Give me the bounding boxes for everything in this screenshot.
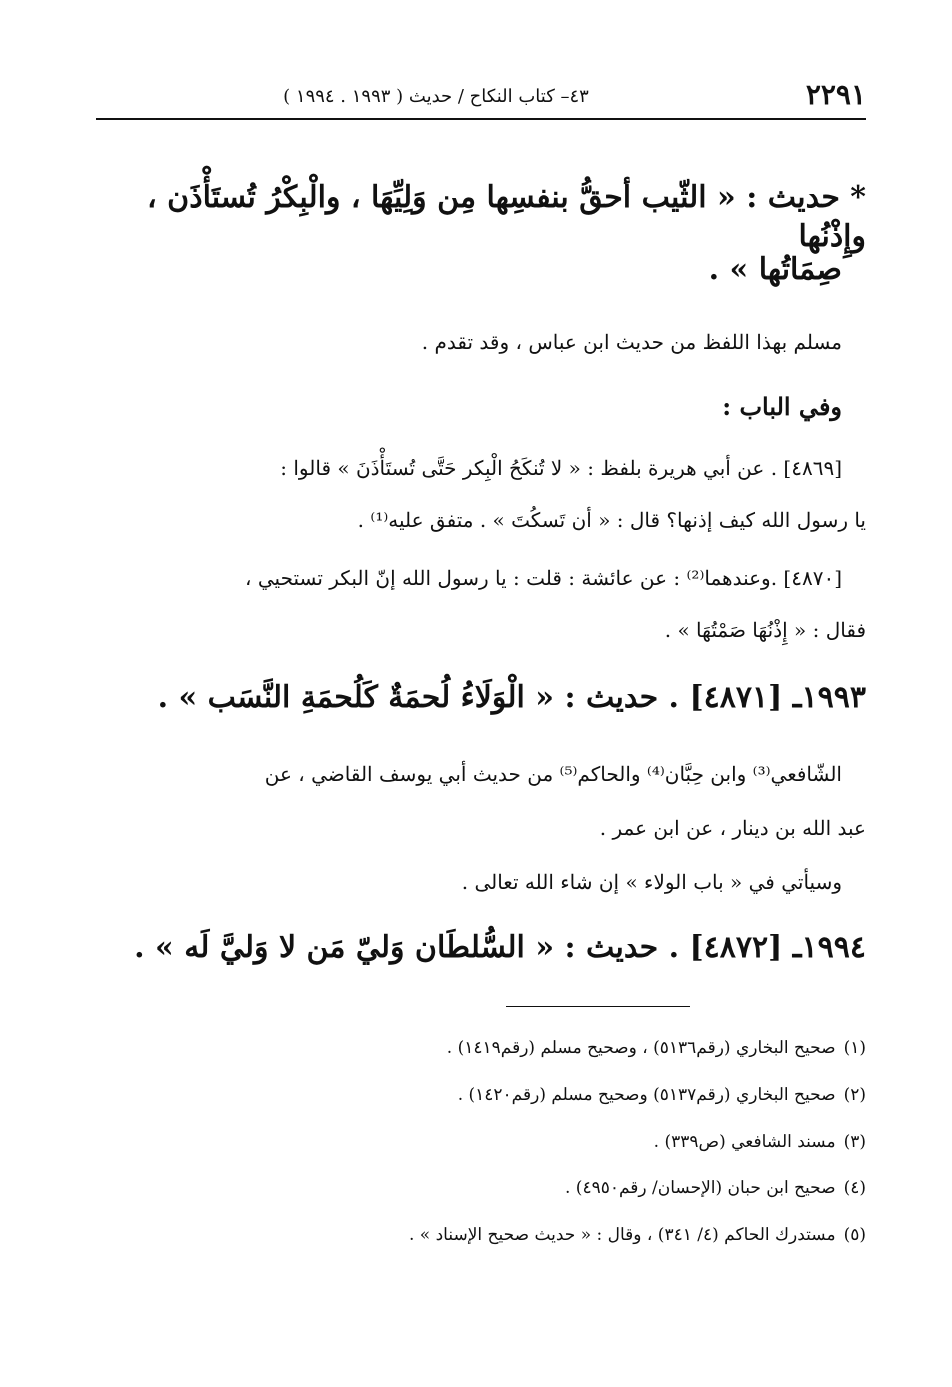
hadith-heading-line-2: صِمَاتُها » . <box>708 252 842 287</box>
footnote-number: (٣) <box>843 1132 866 1152</box>
footnote-number: (٢) <box>843 1085 866 1105</box>
paragraph-1993-line-1: الشّافعي⁽³⁾ وابن حِبَّان⁽⁴⁾ والحاكم⁽⁵⁾ من حديث أبي يوسف القاضي ، عن <box>264 762 842 786</box>
footnote-2 <box>120 1085 866 1105</box>
page-header <box>96 74 866 120</box>
fil-bab-label: وفي الباب : <box>722 392 842 421</box>
hadith-1994-heading: ١٩٩٤ـ [٤٨٧٢] . حديث : « السُّلطَان وَليّ مَن لا وَليَّ لَه » . <box>134 930 866 965</box>
hadith-heading-line-1: * حديث : « الثّيب أحقُّ بنفسِها مِن وَلِيِّهَا ، والْبِكْرُ تُستَأْذَن ، وإِذْنُها <box>147 180 866 254</box>
footnote-number: (١) <box>843 1038 866 1058</box>
page-number: ٢٢٩١ <box>805 78 866 111</box>
footnote-text: مسند الشافعي (ص٣٣٩) . <box>653 1132 836 1152</box>
footnote-3 <box>120 1132 866 1152</box>
paragraph-4870-line-2: فقال : « إِذْنُهَا صَمْتُهَا » . <box>664 618 866 642</box>
footnote-4 <box>120 1178 866 1198</box>
footnote-text: مستدرك الحاكم (٤/ ٣٤١) ، وقال : « حديث صحيح الإسناد » . <box>408 1225 836 1245</box>
footnote-separator <box>506 1006 690 1007</box>
footnote-text: صحيح البخاري (رقم٥١٣٦) ، وصحيح مسلم (رقم١٤١٩) . <box>446 1038 836 1058</box>
hadith-1993-heading: ١٩٩٣ـ [٤٨٧١] . حديث : « الْوَلَاءُ لُحمَةٌ كَلُحمَةِ النَّسَب » . <box>157 680 866 715</box>
footnote-number: (٤) <box>843 1178 866 1198</box>
footnote-number: (٥) <box>843 1225 866 1245</box>
paragraph-1993-line-3: وسيأتي في « باب الولاء » إن شاء الله تعالى . <box>461 870 842 894</box>
running-title: ٤٣– كتاب النكاح / حديث ( ١٩٩٣ . ١٩٩٤ ) <box>283 86 589 107</box>
footnote-text: صحيح ابن حبان (الإحسان/ رقم٤٩٥٠) . <box>565 1178 836 1198</box>
footnote-5 <box>120 1225 866 1245</box>
paragraph-4869-line-1: [٤٨٦٩] . عن أبي هريرة بلفظ : « لا تُنكَحُ الْبِكر حَتَّى تُستَأْذَنَ » قالوا : <box>280 456 842 480</box>
footnote-1 <box>120 1038 866 1058</box>
takhrij-note: مسلم بهذا اللفظ من حديث ابن عباس ، وقد تقدم . <box>421 330 842 354</box>
paragraph-4870-line-1: [٤٨٧٠] .وعندهما⁽²⁾ : عن عائشة : قلت : يا رسول الله إنّ البكر تستحيي ، <box>245 566 842 590</box>
paragraph-1993-line-2: عبد الله بن دينار ، عن ابن عمر . <box>599 816 866 840</box>
footnote-text: صحيح البخاري (رقم٥١٣٧) وصحيح مسلم (رقم١٤٢٠) . <box>457 1085 836 1105</box>
paragraph-4869-line-2: يا رسول الله كيف إذنها؟ قال : « أن تَسكُتَ » . متفق عليه⁽¹⁾ . <box>357 508 866 532</box>
